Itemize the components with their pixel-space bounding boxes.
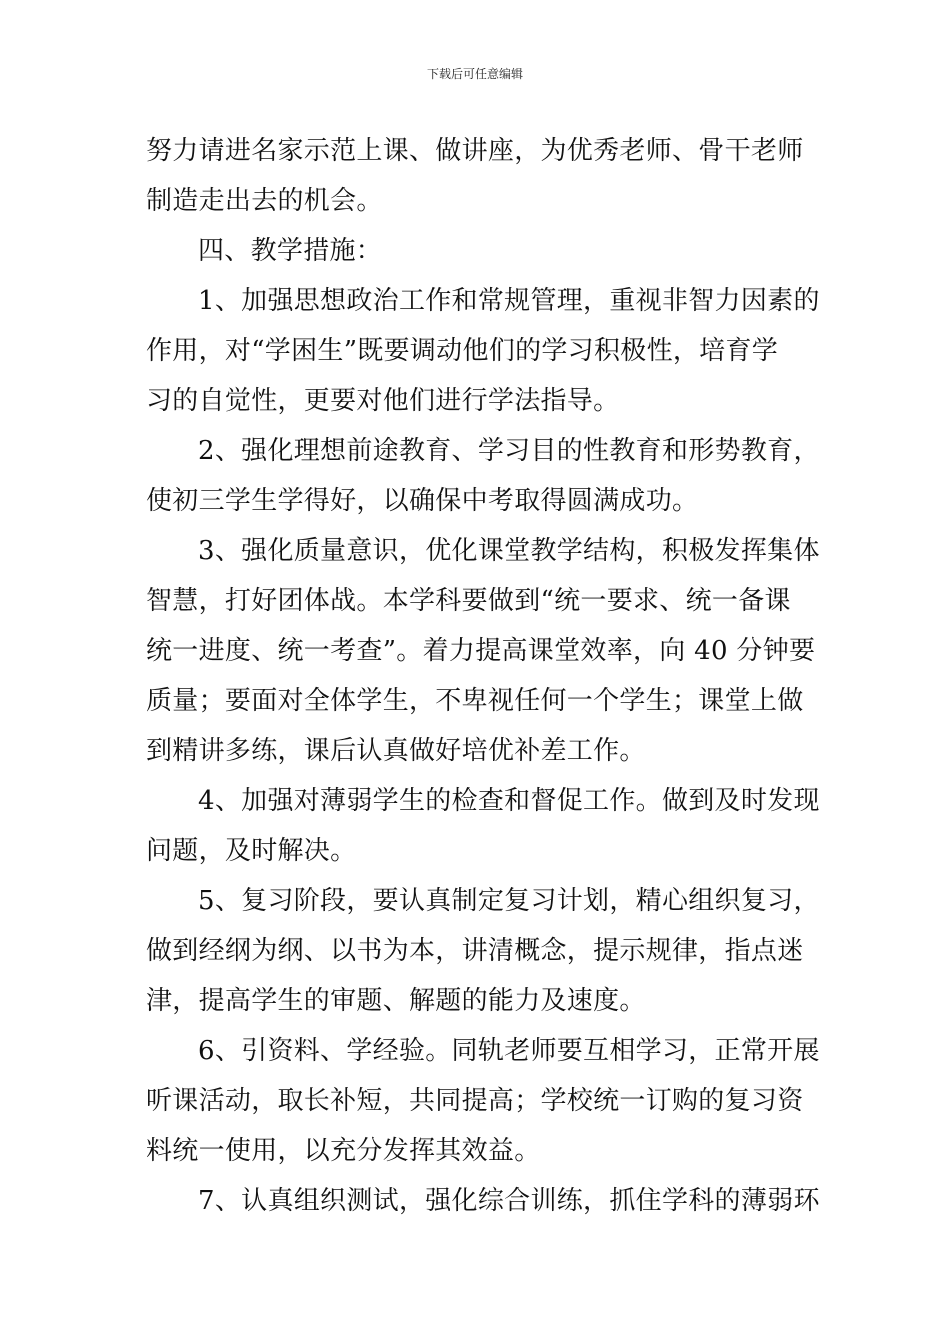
text-line: 问题，及时解决。 [146,836,357,866]
section-heading: 四、教学措施： [198,236,383,266]
text-line: 做到经纲为纲、以书为本，讲清概念，提示规律，指点迷 [146,936,804,966]
text-line: 作用，对“学困生”既要调动他们的学习积极性，培育学 [146,336,779,366]
text-line: 3、强化质量意识，优化课堂教学结构，积极发挥集体 [198,536,820,566]
text-line: 听课活动，取长补短，共同提高；学校统一订购的复习资 [146,1086,804,1116]
text-line: 5、复习阶段，要认真制定复习计划，精心组织复习， [198,886,820,916]
text-line: 使初三学生学得好，以确保中考取得圆满成功。 [146,486,699,516]
text-line: 2、强化理想前途教育、学习目的性教育和形势教育， [198,436,820,466]
text-line: 4、加强对薄弱学生的检查和督促工作。做到及时发现 [198,786,820,816]
text-line: 习的自觉性，更要对他们进行学法指导。 [146,386,620,416]
text-line: 统一进度、统一考查”。着力提高课堂效率，向 40 分钟要 [146,636,816,666]
text-line: 努力请进名家示范上课、做讲座，为优秀老师、骨干老师 [146,136,804,166]
text-line: 智慧，打好团体战。本学科要做到“统一要求、统一备课 [146,586,791,616]
text-line: 制造走出去的机会。 [146,186,383,216]
text-line: 6、引资料、学经验。同轨老师要互相学习，正常开展 [198,1036,820,1066]
text-line: 质量；要面对全体学生，不卑视任何一个学生；课堂上做 [146,686,804,716]
text-line: 7、认真组织测试，强化综合训练，抓住学科的薄弱环 [198,1186,820,1216]
text-line: 到精讲多练，课后认真做好培优补差工作。 [146,736,646,766]
document-body [146,126,820,1226]
page-header: 下载后可任意编辑 [426,67,523,81]
text-line: 津，提高学生的审题、解题的能力及速度。 [146,986,646,1016]
text-line: 1、加强思想政治工作和常规管理，重视非智力因素的 [198,286,820,316]
text-line: 料统一使用，以充分发挥其效益。 [146,1136,541,1166]
